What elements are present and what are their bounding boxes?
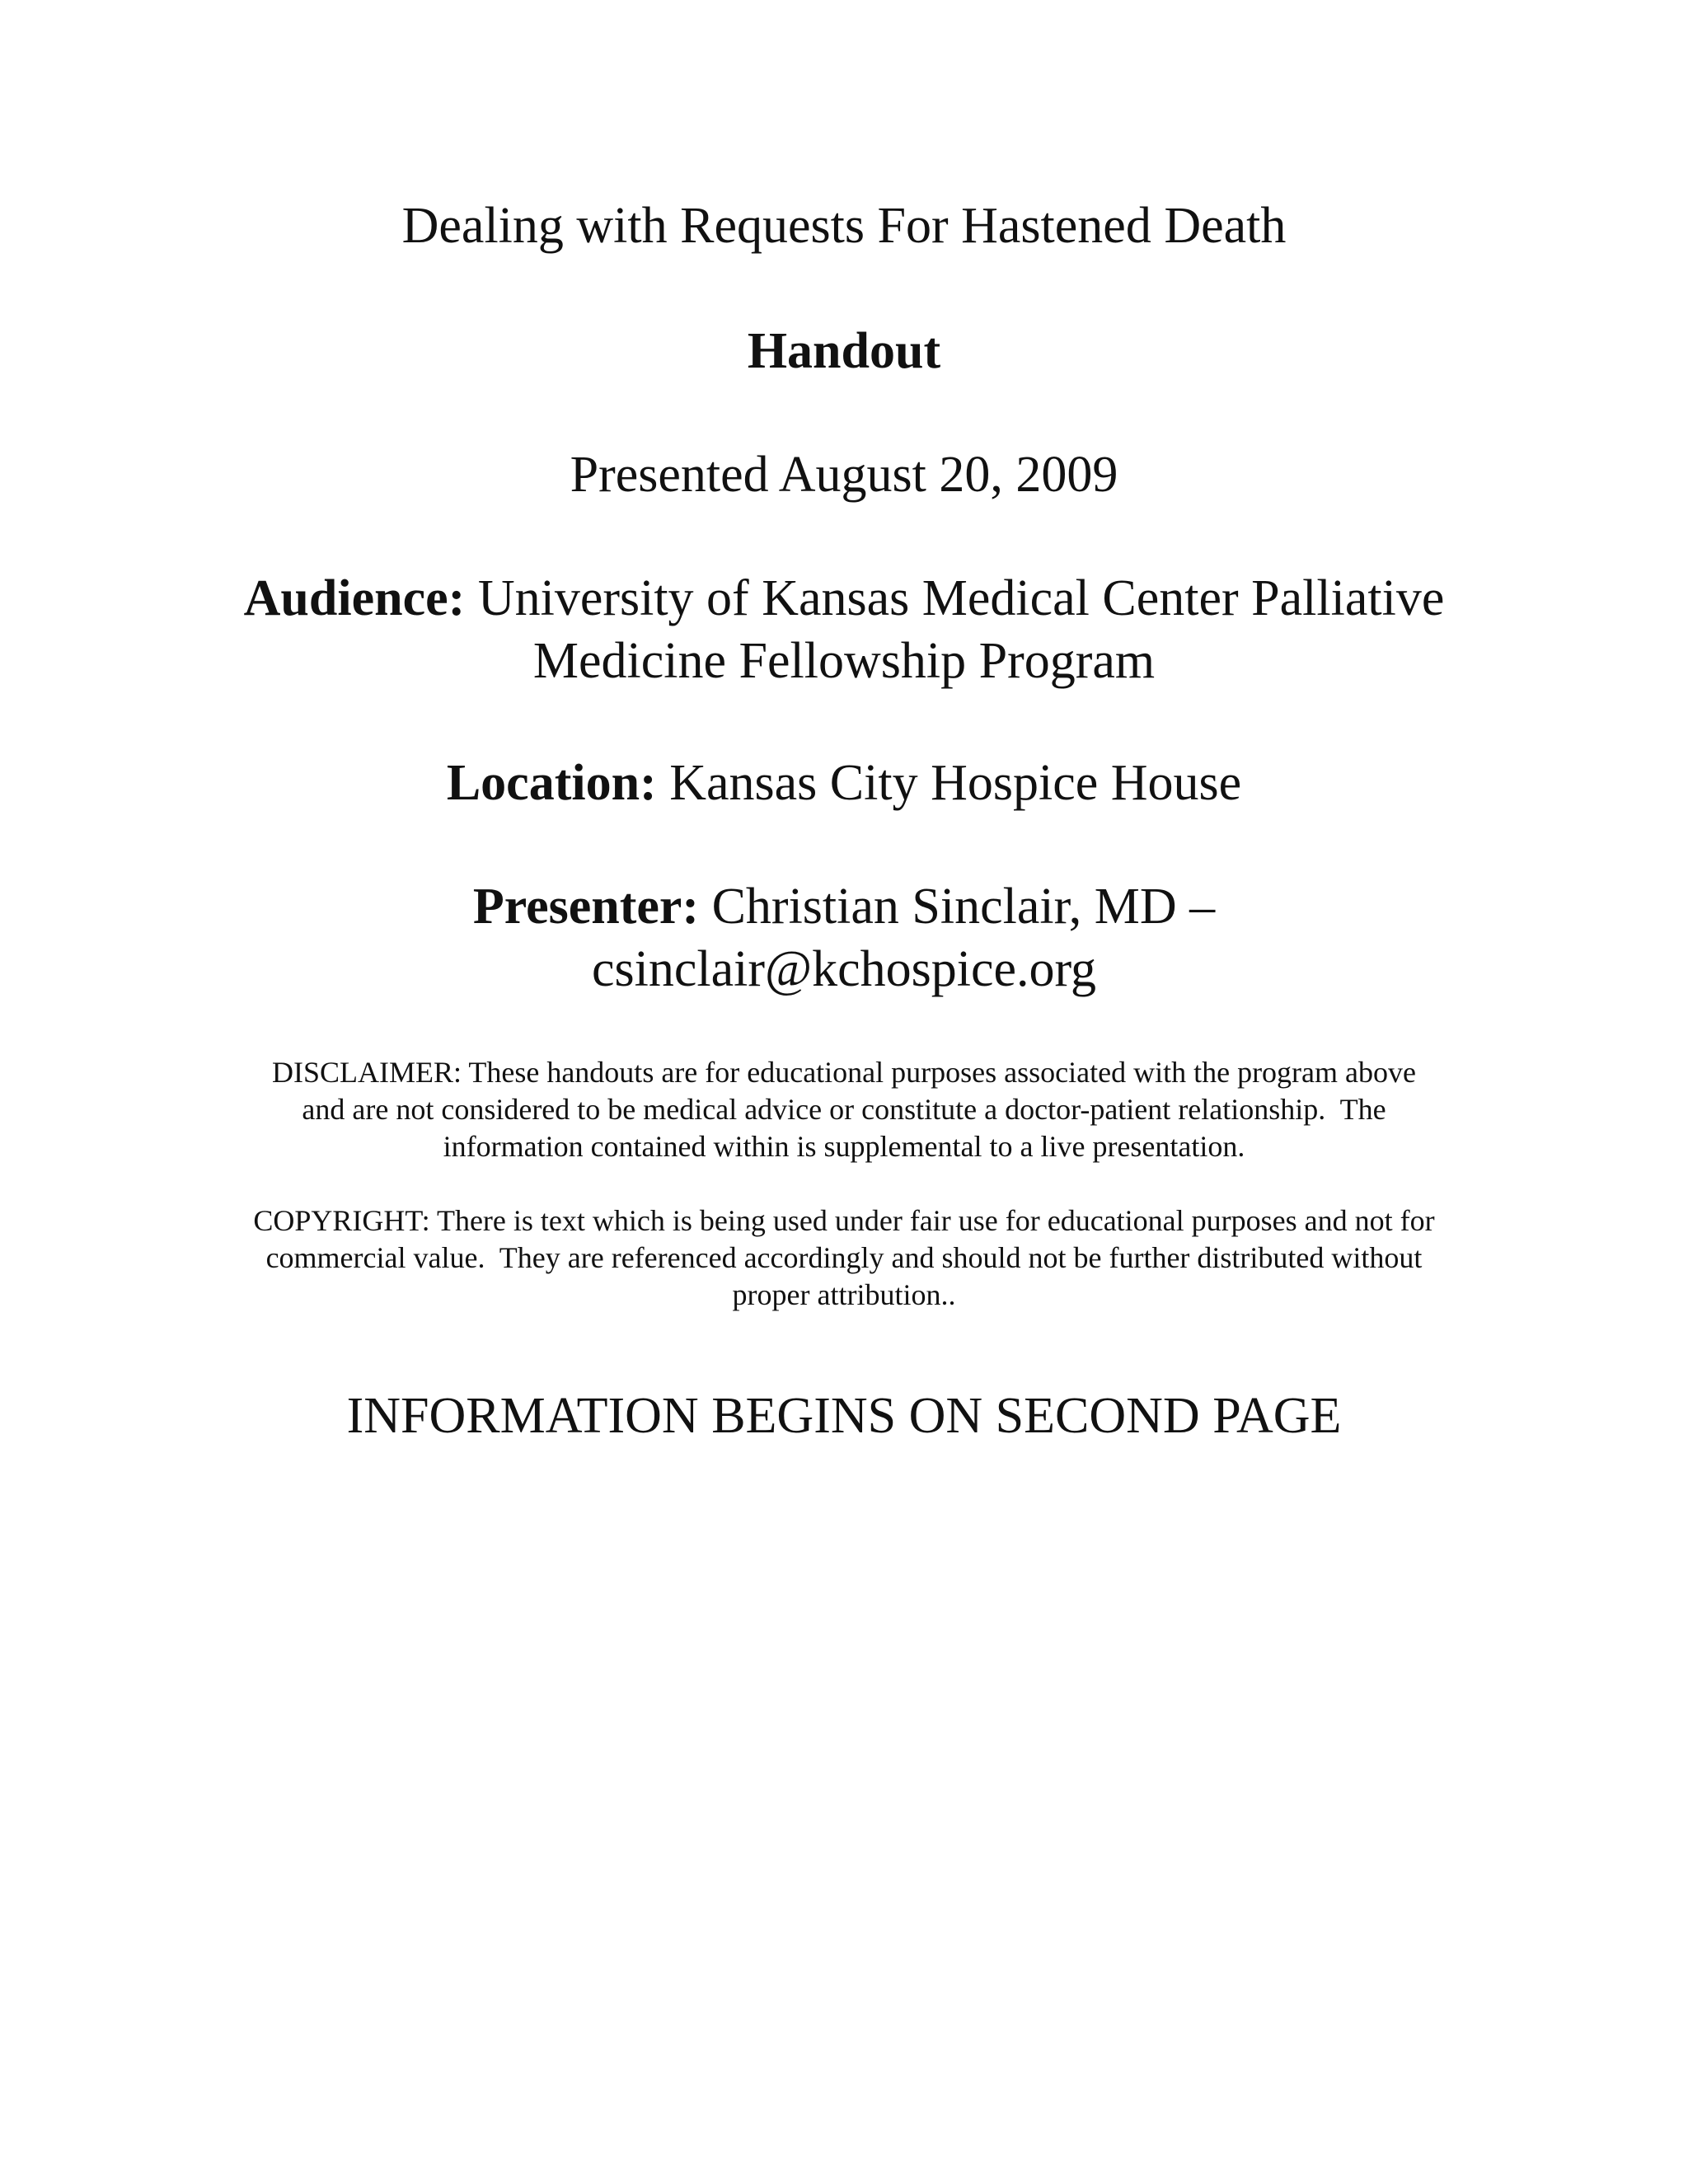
audience-value-line-2: Medicine Fellowship Program	[532, 633, 1156, 689]
audience-value-line-1: University of Kansas Medical Center Palliative	[477, 570, 1445, 626]
information-notice: INFORMATION BEGINS ON SECOND PAGE	[346, 1388, 1342, 1444]
presenter-label: Presenter:	[472, 879, 700, 935]
location-label: Location:	[446, 755, 657, 811]
presenter-block	[173, 875, 1515, 1001]
presented-date: Presented August 20, 2009	[570, 447, 1118, 503]
presenter-line-1	[173, 875, 1515, 938]
copyright-line-2: commercial value. They are referenced accordingly and should not be further distributed without	[265, 1241, 1423, 1274]
presenter-name: Christian Sinclair, MD –	[711, 879, 1216, 935]
disclaimer-paragraph	[173, 1054, 1515, 1165]
audience-label: Audience:	[243, 570, 466, 626]
location-block	[173, 752, 1515, 814]
copyright-line-3: proper attribution..	[732, 1278, 956, 1311]
disclaimer-line-3: information contained within is supplemental to a live presentation.	[443, 1130, 1245, 1163]
location-value: Kansas City Hospice House	[669, 755, 1242, 811]
audience-block	[173, 567, 1515, 692]
presenter-email: csinclair@kchospice.org	[591, 941, 1097, 997]
document-title: Dealing with Requests For Hastened Death	[401, 198, 1287, 254]
copyright-paragraph	[173, 1202, 1515, 1314]
copyright-line-1: COPYRIGHT: There is text which is being used under fair use for educational purposes and not for	[253, 1204, 1435, 1237]
disclaimer-line-1: DISCLAIMER: These handouts are for educational purposes associated with the program above	[272, 1056, 1416, 1089]
audience-line-1	[173, 567, 1515, 630]
document-subtitle: Handout	[747, 323, 941, 379]
disclaimer-line-2: and are not considered to be medical advice or constitute a doctor-patient relationship. The	[302, 1093, 1386, 1126]
